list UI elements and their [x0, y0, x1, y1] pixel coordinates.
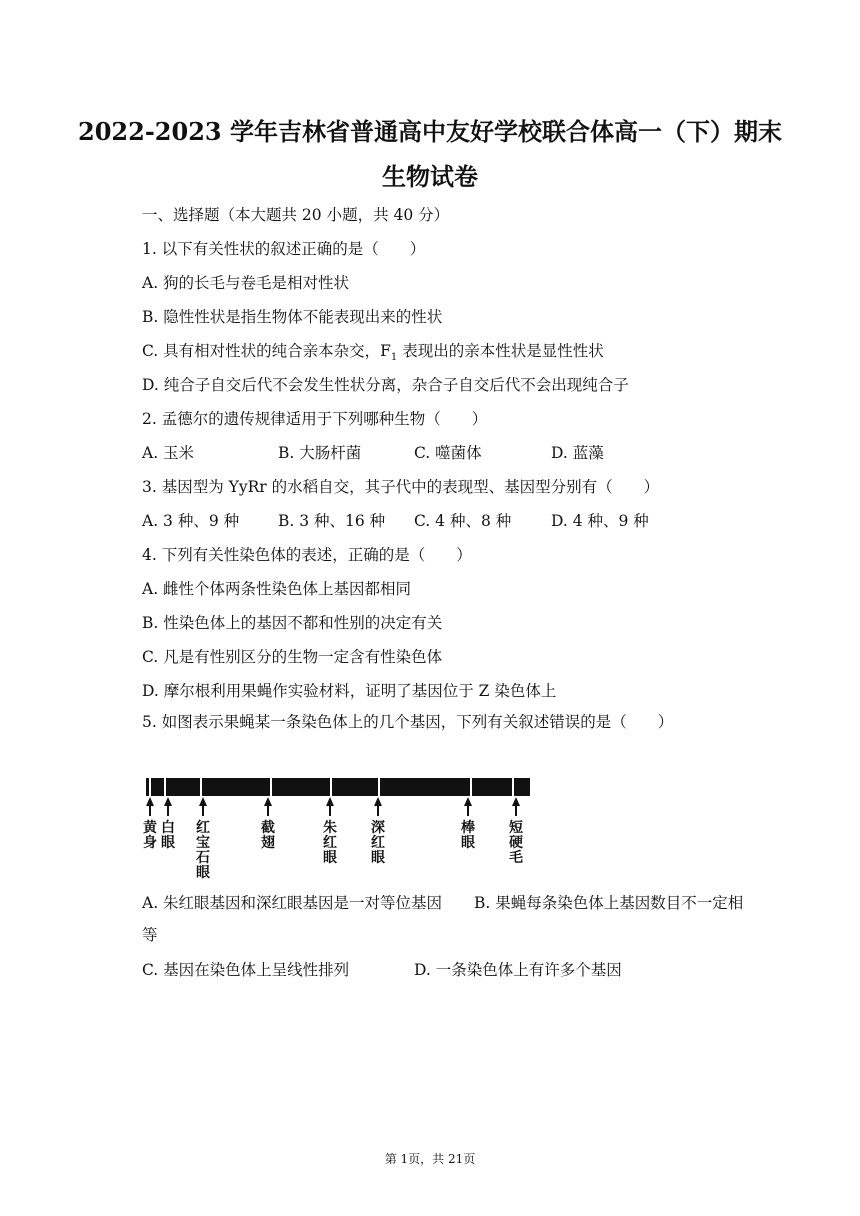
gene-arrow-head [326, 797, 334, 806]
gene-arrow-head [512, 797, 520, 806]
gene-label: 朱红眼 [323, 820, 337, 866]
q4-option-b: B. 性染色体上的基因不都和性别的决定有关 [142, 614, 443, 632]
gene-label: 白眼 [161, 820, 175, 851]
q2-option-d: D. 蓝藻 [551, 444, 604, 462]
section-heading: 一、选择题（本大题共 20 小题，共 40 分） [142, 206, 450, 224]
gene-arrow-head [164, 797, 172, 806]
page-footer: 第 1页，共 21页 [384, 1152, 476, 1166]
q5-option-d: D. 一条染色体上有许多个基因 [414, 961, 622, 979]
gene-label: 黄身 [143, 820, 157, 851]
q2-option-b: B. 大肠杆菌 [278, 444, 362, 462]
q4-option-a: A. 雌性个体两条性染色体上基因都相同 [142, 580, 412, 598]
chromosome-bar [146, 778, 530, 796]
gene-arrow-head [146, 797, 154, 806]
gene-label: 棒眼 [461, 820, 475, 851]
q1-option-c-text-end: 表现出的亲本性状是显性性状 [397, 342, 604, 360]
gene-arrow-head [374, 797, 382, 806]
q1-option-c-text: C. 具有相对性状的纯合亲本杂交，F [142, 342, 391, 360]
q2-option-c: C. 噬菌体 [414, 444, 482, 462]
q1-option-c-subscript: 1 [390, 352, 398, 364]
q3-option-a: A. 3 种、9 种 [142, 512, 240, 530]
gene-label: 截翅 [261, 820, 275, 851]
chromosome-gene-diagram [140, 770, 540, 880]
q5-option-c: C. 基因在染色体上呈线性排列 [142, 961, 350, 979]
q5-option-a: A. 朱红眼基因和深红眼基因是一对等位基因 [142, 894, 443, 912]
q1-option-c [142, 339, 604, 363]
exam-title-line2: 生物试卷 [382, 162, 478, 191]
q3-option-b: B. 3 种、16 种 [278, 512, 386, 530]
q3-option-d: D. 4 种、9 种 [551, 512, 649, 530]
gene-label: 红宝石眼 [196, 820, 210, 880]
q5-option-b-continued: 等 [142, 926, 158, 944]
gene-arrow-head [264, 797, 272, 806]
gene-label: 深红眼 [371, 820, 385, 866]
q4-stem: 4. 下列有关性染色体的表述，正确的是（ ） [142, 546, 472, 564]
gene-arrow-head [199, 797, 207, 806]
q2-option-a: A. 玉米 [142, 444, 195, 462]
q1-option-a: A. 狗的长毛与卷毛是相对性状 [142, 274, 350, 292]
q2-stem: 2. 孟德尔的遗传规律适用于下列哪种生物（ ） [142, 410, 488, 428]
q3-option-c: C. 4 种、8 种 [414, 512, 512, 530]
q5-option-b: B. 果蝇每条染色体上基因数目不一定相 [474, 894, 744, 912]
q1-option-b: B. 隐性性状是指生物体不能表现出来的性状 [142, 308, 443, 326]
q4-option-d: D. 摩尔根利用果蝇作实验材料，证明了基因位于 Z 染色体上 [142, 682, 557, 700]
q1-option-d: D. 纯合子自交后代不会发生性状分离，杂合子自交后代不会出现纯合子 [142, 376, 629, 394]
exam-title-line1: 2022-2023 学年吉林省普通高中友好学校联合体高一（下）期末 [78, 117, 782, 146]
q4-option-c: C. 凡是有性别区分的生物一定含有性染色体 [142, 648, 443, 666]
q3-stem: 3. 基因型为 YyRr 的水稻自交，其子代中的表现型、基因型分别有（ ） [142, 478, 660, 496]
q1-stem: 1. 以下有关性状的叙述正确的是（ ） [142, 240, 426, 258]
q5-stem: 5. 如图表示果蝇某一条染色体上的几个基因，下列有关叙述错误的是（ ） [142, 713, 674, 731]
gene-label: 短硬毛 [509, 820, 523, 866]
gene-arrow-head [464, 797, 472, 806]
